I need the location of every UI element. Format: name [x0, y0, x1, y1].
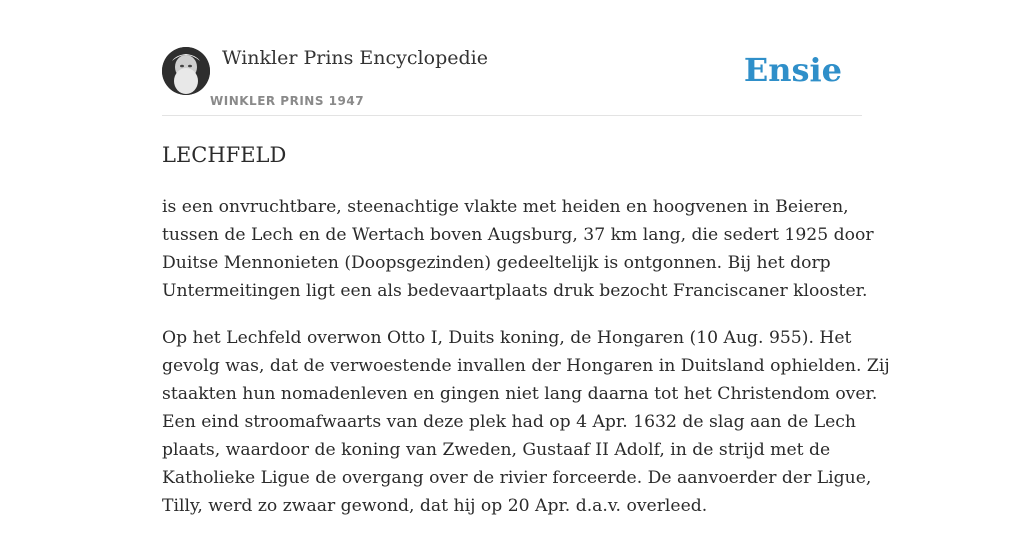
paragraph-line: Untermeitingen ligt een als bedevaartplaats druk bezocht Franciscaner klooster.	[162, 281, 868, 301]
author-avatar[interactable]	[162, 47, 210, 95]
paragraph-line: tussen de Lech en de Wertach boven Augsburg, 37 km lang, die sedert 1925 door	[162, 225, 874, 245]
paragraph-line: plaats, waardoor de koning van Zweden, Gustaaf II Adolf, in de strijd met de	[162, 440, 831, 460]
source-subtitle[interactable]: WINKLER PRINS 1947	[210, 94, 365, 108]
paragraph-line: staakten hun nomadenleven en gingen niet lang daarna tot het Christendom over.	[162, 384, 878, 404]
article-headword: LECHFELD	[162, 143, 287, 167]
brand-logo[interactable]: Ensie	[743, 51, 842, 89]
paragraph-line: Katholieke Ligue de overgang over de rivier forceerde. De aanvoerder der Ligue,	[162, 468, 872, 488]
paragraph-line: Tilly, werd zo zwaar gewond, dat hij op 20 Apr. d.a.v. overleed.	[162, 496, 708, 516]
paragraph-line: is een onvruchtbare, steenachtige vlakte met heiden en hoogvenen in Beieren,	[162, 197, 849, 217]
article-paragraph	[162, 324, 890, 520]
paragraph-line: Duitse Mennonieten (Doopsgezinden) gedeeltelijk is ontgonnen. Bij het dorp	[162, 253, 831, 273]
header-divider	[162, 115, 862, 116]
source-title[interactable]: Winkler Prins Encyclopedie	[222, 47, 488, 69]
article-body	[162, 193, 890, 539]
paragraph-line: Een eind stroomafwaarts van deze plek had op 4 Apr. 1632 de slag aan de Lech	[162, 412, 856, 432]
paragraph-line: Op het Lechfeld overwon Otto I, Duits koning, de Hongaren (10 Aug. 955). Het	[162, 328, 852, 348]
paragraph-line: gevolg was, dat de verwoestende invallen der Hongaren in Duitsland ophielden. Zij	[162, 356, 890, 376]
portrait-image	[162, 47, 210, 95]
article-paragraph	[162, 193, 874, 305]
